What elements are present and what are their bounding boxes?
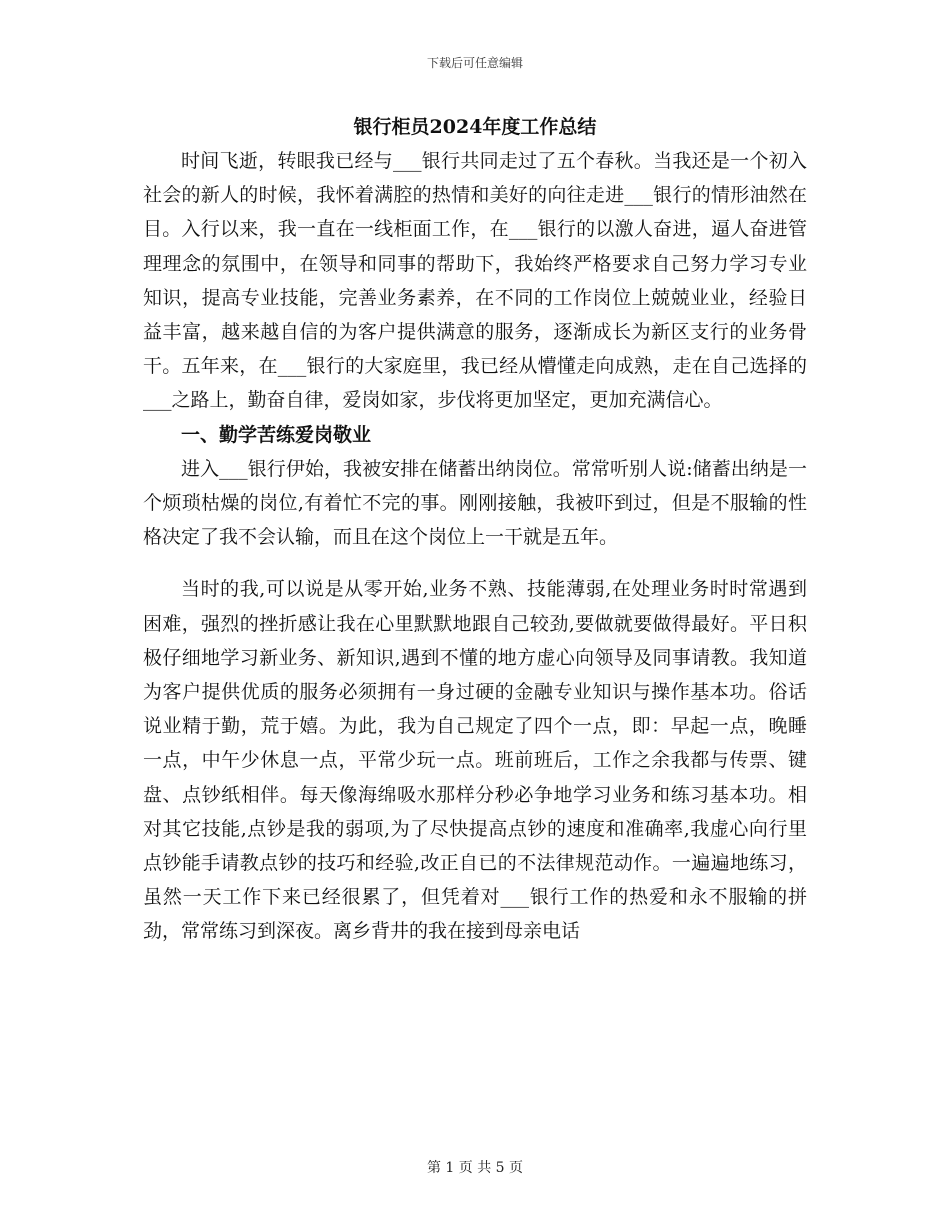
section-heading: 一、勤学苦练爱岗敬业	[181, 423, 372, 446]
paragraph-spacer	[143, 554, 807, 572]
body-paragraph: 当时的我,可以说是从零开始,业务不熟、技能薄弱,在处理业务时时常遇到困难，强烈的挫折感让我在心里默默地跟自己较劲,要做就要做得最好。平日积极仔细地学习新业务、新知识,遇到不懂的地方虚心向领导及同事请教。我知道为客户提供优质的服务必须拥有一身过硬的金融专业知识与操作基本功。俗话说业精于勤，荒于嬉。为此，我为自己规定了四个一点，即：早起一点，晚睡一点，中午少休息一点，平常少玩一点。班前班后，工作之余我都与传票、键盘、点钞纸相伴。每天像海绵吸水那样分秒必争地学习业务和练习基本功。相对其它技能,点钞是我的弱项,为了尽快提高点钞的速度和准确率,我虚心向行里点钞能手请教点钞的技巧和经验,改正自已的不法律规范动作。一遍遍地练习，虽然一天工作下来已经很累了，但凭着对___银行工作的热爱和永不服输的拼劲，常常练习到深夜。离乡背井的我在接到母亲电话	[143, 578, 807, 943]
body-paragraph: 进入___银行伊始，我被安排在储蓄出纳岗位。常常听别人说:储蓄出纳是一个烦琐枯燥的岗位,有着忙不完的事。刚刚接触，我被吓到过，但是不服输的性格决定了我不会认输，而且在这个岗位上一干就是五年。	[143, 457, 807, 549]
document-body	[143, 110, 807, 949]
page-number: 第 1 页 共 5 页	[426, 1160, 524, 1176]
page-header-note: 下载后可任意编辑	[426, 56, 523, 70]
intro-paragraph: 时间飞逝，转眼我已经与___银行共同走过了五个春秋。当我还是一个初入社会的新人的时候，我怀着满腔的热情和美好的向往走进___银行的情形油然在目。入行以来，我一直在一线柜面工作，在___银行的以激人奋进，逼人奋进管理理念的氛围中，在领导和同事的帮助下，我始终严格要求自己努力学习专业知识，提高专业技能，完善业务素养，在不同的工作岗位上兢兢业业，经验日益丰富，越来越自信的为客户提供满意的服务，逐渐成长为新区支行的业务骨干。五年来，在___银行的大家庭里，我已经从懵懂走向成熟，走在自己选择的___之路上，勤奋自律，爱岗如家，步伐将更加坚定，更加充满信心。	[143, 150, 807, 412]
document-title: 银行柜员2024年度工作总结	[353, 116, 597, 138]
